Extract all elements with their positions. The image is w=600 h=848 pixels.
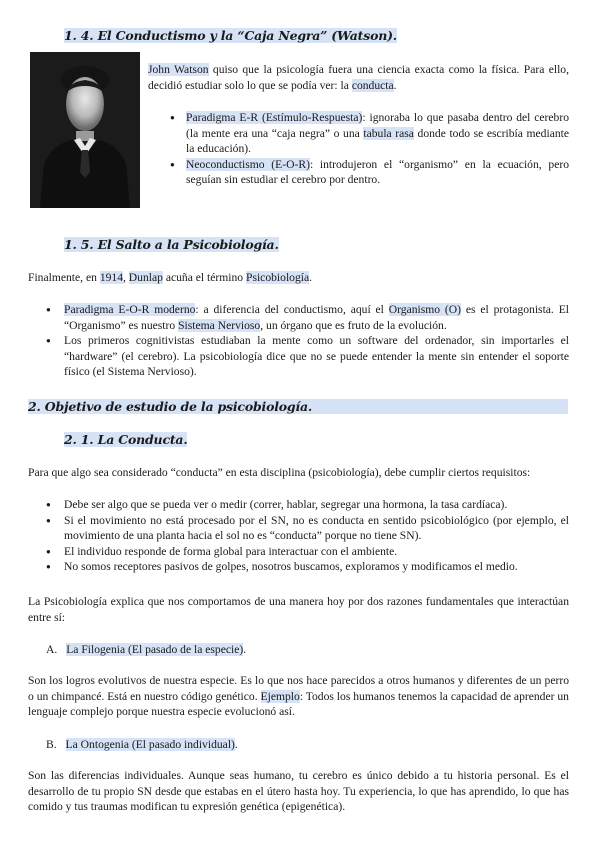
section-1-4-bullets [148,110,569,188]
watson-portrait-photo [30,52,140,208]
filogenia-paragraph: Son los logros evolutivos de nuestra especie. Es lo que nos hace parecidos a otros humanos y diferentes de un perro o un chimpancé. Está en nuestro código genético. Ejemplo: Todos los humanos tenemos la capacidad de aprender un lenguaje complejo porque nuestra especie evolucionó así. [28,674,569,719]
section-1-5-bullets [28,302,569,380]
list-item: ● Neoconductismo (E-O-R): introdujeron el “organismo” en la ecuación, pero seguían sin estudiar el cerebro por dentro. [148,157,569,188]
portrait-illustration [30,52,140,208]
dos-razones-paragraph: La Psicobiología explica que nos comportamos de una manera hoy por dos razones fundamentales que interactúan entre sí: [28,595,569,624]
psicobiologia-intro: Finalmente, en 1914, Dunlap acuña el término Psicobiología. [28,271,313,284]
list-item: ● Los primeros cognitivistas estudiaban la mente como un software del ordenador, sin importarles el “hardware” (el cerebro). La psicobiología dice que no se puede entender la mente sin entender el soporte físico (el Sistema Nervioso). [28,333,569,380]
list-item: ● Paradigma E-R (Estímulo-Respuesta): ignoraba lo que pasaba dentro del cerebro (la mente era una “caja negra” o una tabula rasa donde todo se escribía mediante la educación). [148,110,569,157]
section-2-1-heading: 2. 1. La Conducta. [64,432,188,447]
filogenia-heading: A. La Filogenia (El pasado de la especie). [46,643,247,656]
section-1-5-heading: 1. 5. El Salto a la Psicobiología. [64,237,279,252]
ontogenia-heading: B. La Ontogenia (El pasado individual). [46,738,238,751]
list-item: ● No somos receptores pasivos de golpes, nosotros buscamos, exploramos y modificamos el medio. [28,559,569,575]
watson-paragraph: John Watson quiso que la psicología fuera una ciencia exacta como la física. Para ello, decidió estudiar solo lo que se podía ver: la conducta. [148,63,570,92]
list-item: ● Debe ser algo que se pueda ver o medir (correr, hablar, segregar una hormona, la tasa cardíaca). [28,497,569,513]
list-item: ● Paradigma E-O-R moderno: a diferencia del conductismo, aquí el Organismo (O) es el protagonista. El “Organismo” es nuestro Sistema Nervioso, un órgano que es fruto de la evolución. [28,302,569,333]
conducta-requirements-list [28,497,569,575]
list-item: ● Si el movimiento no está procesado por el SN, no es conducta en sentido psicobiológico (por ejemplo, el movimiento de una planta hacia el sol no es “conducta” porque no tiene SN). [28,513,569,544]
list-item: ● El individuo responde de forma global para interactuar con el ambiente. [28,544,569,560]
conducta-intro: Para que algo sea considerado “conducta” en esta disciplina (psicobiología), debe cumplir ciertos requisitos: [28,466,531,479]
section-1-4-heading: 1. 4. El Conductismo y la “Caja Negra” (Watson). [64,28,397,43]
section-2-heading: 2. Objetivo de estudio de la psicobiología. [28,399,313,414]
ontogenia-paragraph: Son las diferencias individuales. Aunque seas humano, tu cerebro es único debido a tu historia personal. Es el desarrollo de tu propio SN desde que estabas en el útero hasta hoy. Tu experiencia, lo que has aprendido, lo que has comido y tus traumas modifican tu expresión genética (epigenética). [28,769,569,814]
